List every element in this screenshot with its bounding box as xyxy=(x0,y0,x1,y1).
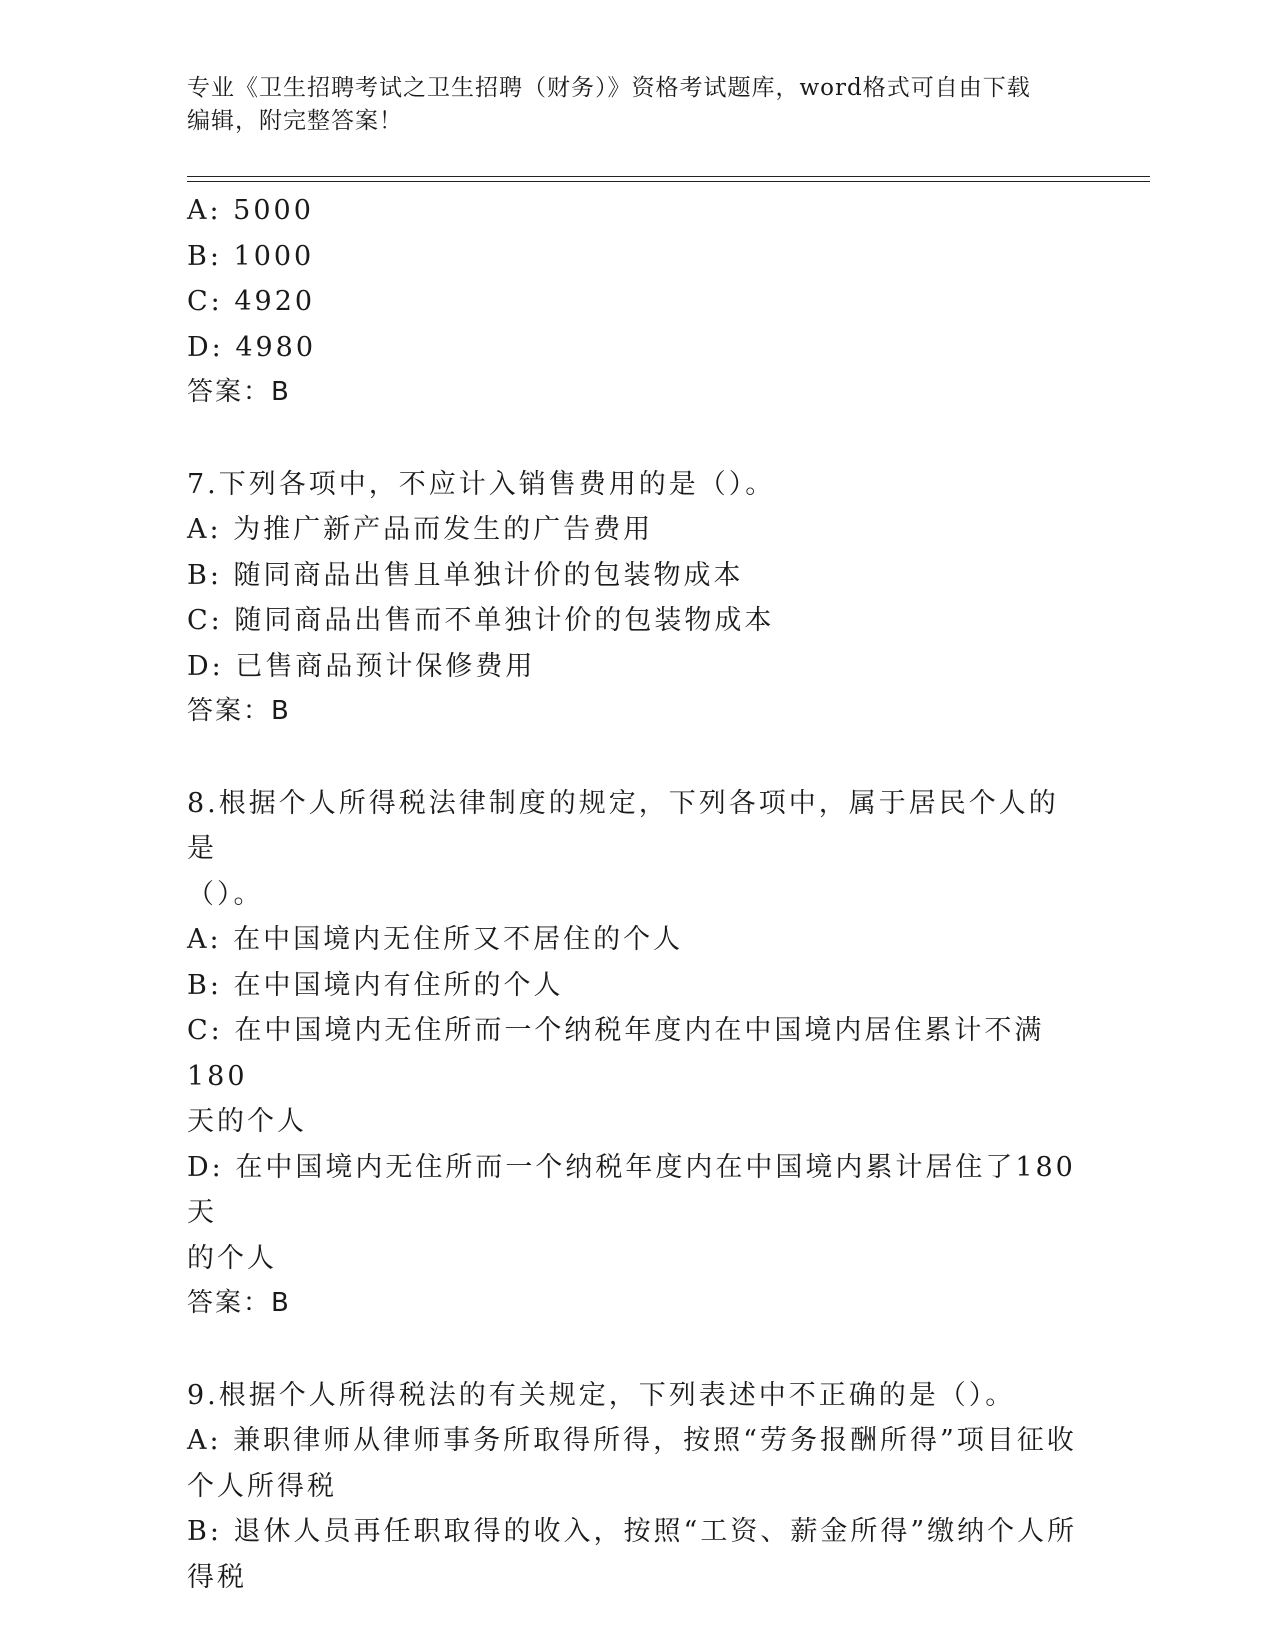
option-a: A: 为推广新产品而发生的广告费用 xyxy=(187,514,654,545)
option-d: D: 4980 xyxy=(187,331,317,363)
option-a-line-2: 个人所得税 xyxy=(187,1470,337,1502)
option-c-line-2: 天的个人 xyxy=(187,1106,307,1137)
option-a-line-1: A: 兼职律师从律师事务所取得所得，按照“劳务报酬所得”项目征收 xyxy=(187,1425,1077,1456)
document-header xyxy=(187,72,1087,138)
question-8 xyxy=(187,781,1087,1327)
option-b: B: 1000 xyxy=(187,240,315,272)
question-content xyxy=(187,188,1087,1600)
question-7 xyxy=(187,462,1087,735)
option-d: D: 已售商品预计保修费用 xyxy=(187,650,536,682)
option-b-line-2: 得税 xyxy=(187,1561,247,1593)
answer: 答案：B xyxy=(187,1288,291,1318)
question-stem-line-1: 8.根据个人所得税法律制度的规定，下列各项中，属于居民个人的是 xyxy=(187,787,1059,864)
option-b: B: 在中国境内有住所的个人 xyxy=(187,969,564,1001)
answer: 答案：B xyxy=(187,696,291,726)
option-a: A: 5000 xyxy=(187,195,314,226)
option-d-line-2: 的个人 xyxy=(187,1242,277,1274)
question-stem-line-2: （）。 xyxy=(187,878,264,910)
option-d-line-1: D: 在中国境内无住所而一个纳税年度内在中国境内累计居住了180天 xyxy=(187,1151,1076,1228)
answer: 答案：B xyxy=(187,377,291,407)
option-b-line-1: B: 退休人员再任职取得的收入，按照“工资、薪金所得”缴纳个人所 xyxy=(187,1516,1078,1547)
option-a: A: 在中国境内无住所又不居住的个人 xyxy=(187,924,684,955)
question-stem: 9.根据个人所得税法的有关规定，下列表述中不正确的是（）。 xyxy=(187,1379,1016,1411)
header-divider-top xyxy=(187,176,1150,177)
question-stem: 7.下列各项中，不应计入销售费用的是（）。 xyxy=(187,468,776,500)
question-9 xyxy=(187,1373,1087,1601)
header-title-line-1: 专业《卫生招聘考试之卫生招聘（财务）》资格考试题库，word格式可自由下载 xyxy=(187,75,1031,101)
header-title-line-2: 编辑，附完整答案！ xyxy=(187,108,403,134)
option-c: C: 随同商品出售而不单独计价的包装物成本 xyxy=(187,605,775,636)
option-b: B: 随同商品出售且单独计价的包装物成本 xyxy=(187,559,744,591)
option-c-line-1: C: 在中国境内无住所而一个纳税年度内在中国境内居住累计不满180 xyxy=(187,1015,1045,1092)
header-divider-bottom xyxy=(187,181,1150,182)
question-6 xyxy=(187,188,1087,416)
option-c: C: 4920 xyxy=(187,286,316,317)
